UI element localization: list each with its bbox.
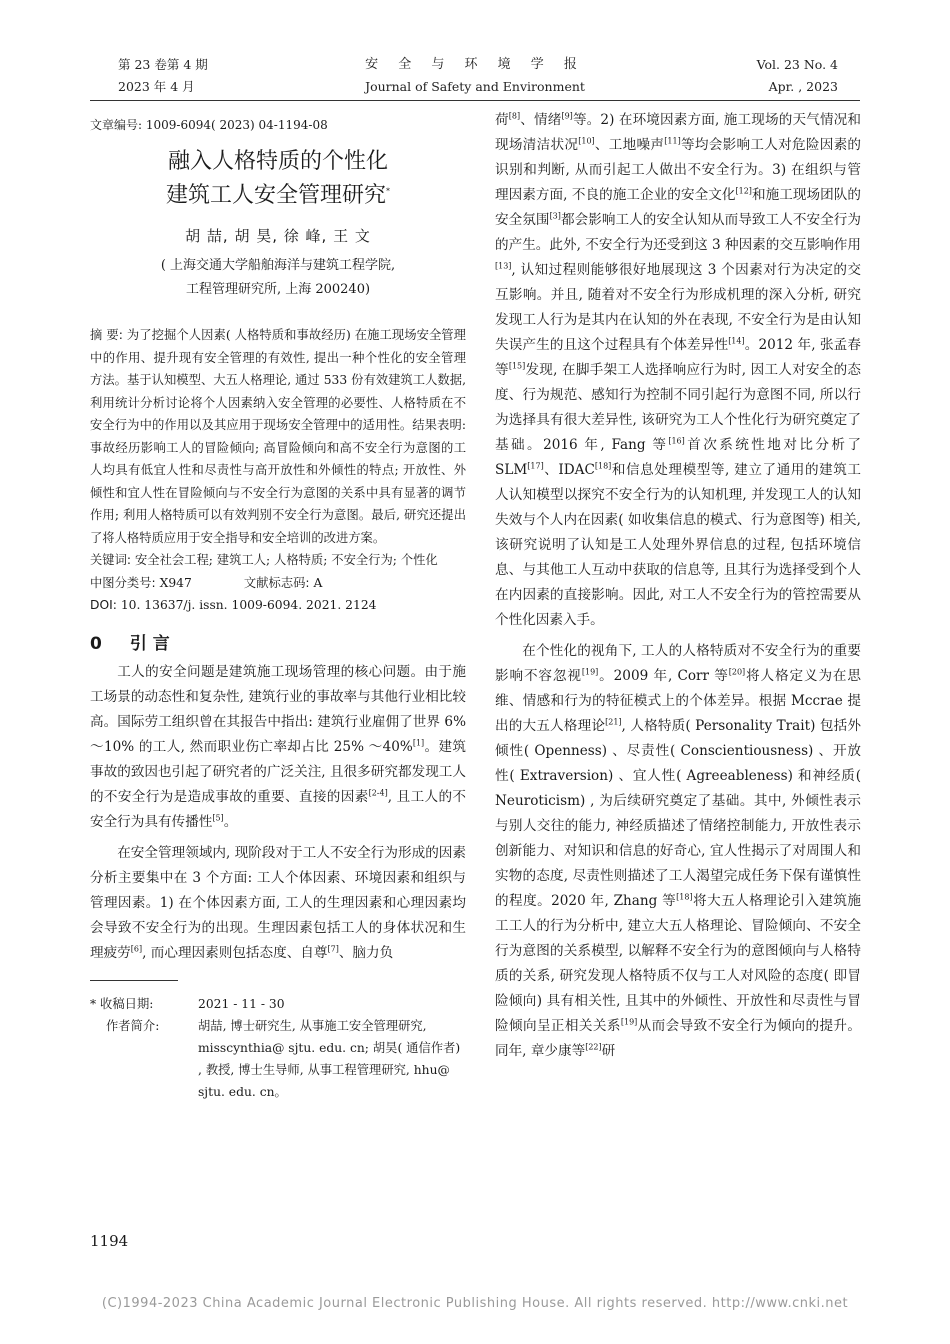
citation: [2-4]	[368, 787, 388, 797]
text-run: 等。2) 在环境因素方面, 施工现场的天气情况和现场清洁状况	[495, 112, 862, 153]
citation: [19]	[620, 1017, 638, 1027]
citation: [15]	[508, 361, 526, 371]
citation: [10]	[578, 136, 595, 146]
abstract-text: 为了挖掘个人因素( 人格特质和事故经历) 在施工现场安全管理中的作用、提升现有安全管理的有效性, 提出一种个性化的安全管理方法。基于认知模型、大五人格理论, 通过 533 份有效建筑工人数据, 利用统计分析讨论将个人因素纳入安全管理的必要性、人格特质在不安全行为中的作用以及其应用于现场安全管理中的适用性。结果表明: 事故经历影响工人的冒险倾向; 高冒险倾向和高不安全行为意图的工人均具有低宜人性和尽责性与高开放性和外倾性的特点; 开放性、外倾性和宜人性在冒险倾向与不安全行为意图的关系中具有显著的调节作用; 利用人格特质可以有效判别不安全行为意图。最后, 研究还提出了将人格特质应用于安全指导和安全培训的改进方案。	[90, 328, 466, 545]
citation: [13]	[495, 261, 512, 271]
footnote-received	[90, 993, 466, 1015]
doc-code-block	[244, 572, 322, 595]
citation: [8]	[508, 111, 521, 121]
keywords-text: 安全社会工程; 建筑工人; 人格特质; 不安全行为; 个性化	[134, 553, 438, 567]
affiliation	[90, 254, 466, 302]
title-line-1: 融入人格特质的个性化	[167, 149, 388, 174]
author-bio-label: 作者简介:	[106, 1018, 160, 1033]
intro-p1-tail-c: 。	[223, 813, 238, 830]
citation: [7]	[327, 943, 339, 953]
clc-block	[90, 572, 240, 595]
intro-p2-text: 在安全管理领域内, 现阶段对于工人不安全行为形成的因素分析主要集中在 3 个方面: 工人个体因素、环境因素和组织与管理因素。1) 在个体因素方面, 工人的生理因素和心理因素均会导致不安全行为的出现。生理因素包括工人的身体状况和生理疲劳	[90, 844, 466, 961]
doi-value: 10. 13637/j. issn. 1009-6094. 2021. 2124	[120, 598, 377, 612]
text-run: 荷	[495, 112, 509, 128]
citation: [12]	[735, 186, 752, 196]
text-run: 。2012 年, 张孟春等	[495, 337, 861, 378]
title-line-2	[90, 179, 466, 213]
copyright-watermark: (C)1994-2023 China Academic Journal Electronic Publishing House. All rights reserved. http://www.cnki.net	[101, 1296, 849, 1311]
text-run: 将人格定义为在思维、情感和行为的特征模式上的个体差异。根据 Mccrae 提出的大五人格理论	[495, 668, 862, 734]
citation: [21]	[605, 717, 622, 727]
header-volume: 第 23 卷第 4 期	[118, 57, 208, 72]
citation: [6]	[130, 943, 143, 953]
citation: [20]	[728, 667, 746, 677]
header-volume-en: Vol. 23 No. 4	[756, 57, 838, 72]
intro-p1-tail-b: , 且工人的不安全行为具有传播性	[90, 788, 466, 830]
title-footnote-marker: *	[386, 186, 390, 196]
text-run: 从而会导致不安全行为倾向的提升。同年, 章少康等	[495, 1018, 862, 1059]
text-run: 。2009 年, Corr 等	[598, 668, 729, 684]
classification-info	[90, 572, 466, 595]
section-number: 0	[90, 633, 102, 654]
intro-paragraph-2	[90, 841, 466, 966]
affiliation-line-1: ( 上海交通大学船舶海洋与建筑工程学院,	[160, 258, 396, 273]
article-number: 文章编号: 1009-6094( 2023) 04-1194-08	[90, 118, 328, 132]
body-paragraph-continued	[495, 108, 861, 633]
clc-value: X947	[159, 575, 192, 590]
text-run: , 认知过程则能够很好地展现这 3 个因素对行为决定的交互影响。并且, 随着对不安全行为形成机理的深入分析, 研究发现工人行为是其内在认知的外在表现, 不安全行为是由认知失误产生的且这个过程具有个体差异性	[495, 262, 861, 353]
text-run: 、IDAC	[543, 462, 595, 478]
right-column	[495, 108, 861, 1064]
title-line-2-text: 建筑工人安全管理研究	[165, 183, 386, 208]
left-column	[90, 108, 466, 1103]
citation: [9]	[561, 111, 573, 121]
doc-code-label: 文献标志码:	[243, 575, 310, 590]
doc-code-value: A	[313, 575, 323, 590]
received-date: 2021 - 11 - 30	[198, 996, 285, 1011]
text-run: 在个性化的视角下, 工人的人格特质对不安全行为的重要影响不容忽视	[495, 643, 861, 684]
footnote-author-bio	[90, 1015, 466, 1103]
page-number: 1194	[90, 1232, 129, 1250]
text-run: 和信息处理模型等, 建立了通用的建筑工人认知模型以探究不安全行为的认知机理, 并发现工人的认知失效与个人内在因素( 如收集信息的模式、行为意图等) 相关, 该研究说明了认知是工人处理外界信息的过程, 包括环境信息、与其他工人互动中获取的信息等, 且其行为选择受到个人在内因素的直接影响。因此, 对工人不安全行为的管控需要从个性化因素入手。	[495, 462, 861, 628]
text-run: 研	[601, 1043, 616, 1059]
header-date-en: Apr. , 2023	[768, 79, 838, 94]
text-run: 、情绪	[520, 112, 562, 128]
keywords-label: 关键词:	[90, 553, 132, 567]
intro-p1-text: 工人的安全问题是建筑施工现场管理的核心问题。由于施工场景的动态性和复杂性, 建筑行业的事故率与其他行业相比较高。国际劳工组织曾在其报告中指出: 建筑行业雇佣了世界 6% ～10% 的工人, 然而职业伤亡率却占比 25% ～40%	[90, 663, 466, 755]
clc-label: 中图分类号:	[90, 575, 156, 590]
text-run: 首次系统性地对比分析了 SLM	[495, 437, 862, 478]
journal-name-en: Journal of Safety and Environment	[365, 79, 585, 94]
citation: [17]	[527, 461, 544, 471]
text-run: 等均会影响工人对危险因素的识别和判断, 从而引起工人做出不安全行为。3) 在组织与管理因素方面, 不良的施工企业的安全文化	[495, 137, 862, 203]
keywords	[90, 549, 466, 572]
citation: [14]	[728, 336, 745, 346]
header-date: 2023 年 4 月	[118, 79, 195, 94]
article-title	[90, 145, 466, 213]
running-header-volume-en	[757, 54, 838, 98]
intro-paragraph-1	[90, 660, 466, 835]
section-title: 引 言	[129, 633, 170, 654]
section-heading	[90, 629, 466, 654]
doi-label: DOI:	[90, 598, 117, 612]
citation: [19]	[581, 667, 599, 677]
text-run: 发现, 在脚手架工人选择响应行为时, 因工人对安全的态度、行为规范、感知行为控制不同引起行为意图不同, 所以行为选择具有很大差异性, 该研究为工人个性化行为研究奠定了基础。2016 年, Fang 等	[495, 362, 861, 453]
abstract-label: 摘 要:	[90, 328, 123, 342]
header-rule	[90, 100, 860, 101]
intro-p2-tail-a: , 而心理因素则包括态度、自尊	[142, 944, 328, 961]
text-run: , 人格特质( Personality Trait) 包括外倾性( Openness) 、尽责性( Conscientiousness) 、开放性( Extraversion) 、宜人性( Agreeableness) 和神经质( Neuroticism) , 为后续研究奠定了基础。其中, 外倾性表示与别人交往的能力, 神经质描述了情绪控制能力, 开放性表示创新能力、对知识和信息的好奇心, 宜人性揭示了对周围人和实物的态度, 尽责性则描述了工人渴望完成任务下保有谨慎性的程度。2020 年, Zhang 等	[495, 718, 861, 909]
footnote-rule	[90, 980, 178, 981]
citation: [18]	[594, 461, 612, 471]
citation: [5]	[212, 812, 224, 822]
doi	[90, 594, 466, 617]
intro-p2-tail-b: 、脑力负	[338, 944, 394, 961]
text-run: 将大五人格理论引入建筑施工工人的行为分析中, 建立大五人格理论、冒险倾向、不安全行为意图的关系模型, 以解释不安全行为的意图倾向与人格特质的关系, 研究发现人格特质不仅与工人对风险的态度( 即冒险倾向) 具有相关性, 且其中的外倾性、开放性和尽责性与冒险倾向呈正相关关系	[495, 893, 862, 1034]
abstract	[90, 324, 466, 549]
citation: [16]	[668, 436, 685, 446]
intro-p1-tail-a: 。建筑事故的致因也引起了研究者的广泛关注, 且很多研究都发现工人的不安全行为是造成事故的重要、直接的因素	[90, 738, 467, 805]
text-run: 和施工现场团队的安全氛围	[495, 187, 861, 228]
citation: [18]	[676, 892, 693, 902]
footnote	[90, 993, 466, 1103]
citation: [11]	[664, 136, 681, 146]
citation: [3]	[549, 211, 561, 221]
author-bio-text: 胡喆, 博士研究生, 从事施工安全管理研究, misscynthia@ sjtu. edu. cn; 胡昊( 通信作者) , 教授, 博士生导师, 从事工程管理研究, hhu@ sjtu. edu. cn。	[198, 1018, 461, 1099]
body-paragraph-personality	[495, 639, 861, 1064]
citation: [1]	[412, 737, 425, 747]
text-run: 、工地噪声	[594, 137, 665, 153]
affiliation-line-2: 工程管理研究所, 上海 200240)	[185, 282, 371, 297]
journal-name-cn: 安 全 与 环 境 学 报	[365, 57, 585, 72]
text-run: 都会影响工人的安全认知从而导致工人不安全行为的产生。此外, 不安全行为还受到这 3 种因素的交互影响作用	[495, 212, 861, 253]
authors: 胡 喆, 胡 昊, 徐 峰, 王 文	[185, 227, 371, 245]
citation: [22]	[585, 1042, 602, 1052]
received-label: * 收稿日期:	[90, 996, 154, 1011]
